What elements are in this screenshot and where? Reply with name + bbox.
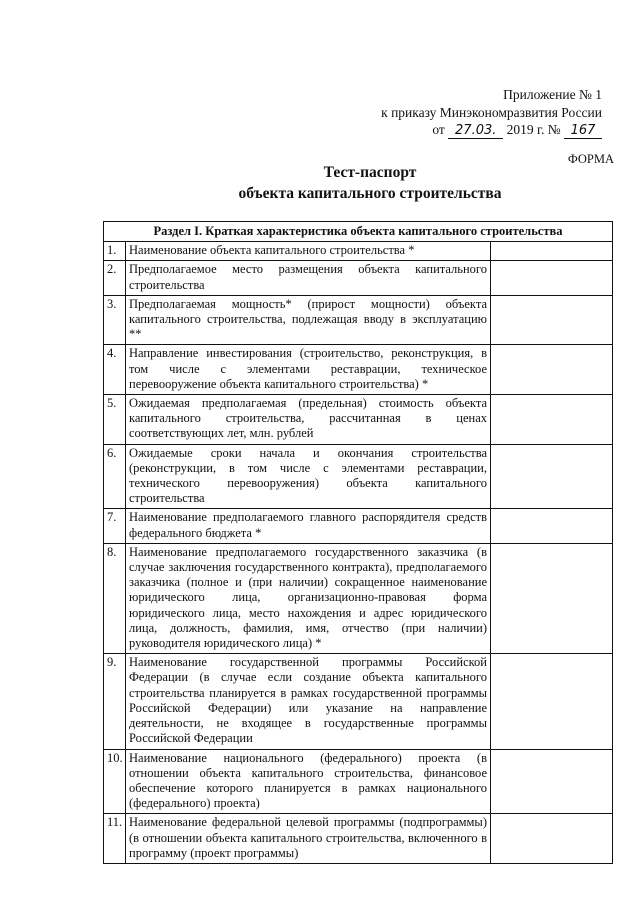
table-row <box>104 242 613 261</box>
date-prefix: от <box>432 122 445 137</box>
row-number: 5. <box>104 395 126 445</box>
table-row <box>104 654 613 749</box>
row-value-cell[interactable] <box>491 345 613 395</box>
row-label: Наименование предполагаемого государственного заказчика (в случае заключения государственного контракта), предполагаемого заказчика (полное и (при наличии) сокращенное наименование юридического лица, организационно-правовая форма юридического лица, место нахождения и адрес юридического лица, должность, фамилия, имя, отчество (при наличии) руководителя юридического лица) * <box>126 543 491 653</box>
title-line-2: объекта капитального строительства <box>238 185 502 202</box>
row-value-cell[interactable] <box>491 543 613 653</box>
table-row <box>104 395 613 445</box>
table-row <box>104 261 613 295</box>
table-row <box>104 345 613 395</box>
row-label: Наименование объекта капитального строительства * <box>126 242 491 261</box>
row-number: 9. <box>104 654 126 749</box>
row-value-cell[interactable] <box>491 261 613 295</box>
row-label: Ожидаемые сроки начала и окончания строительства (реконструкции, в том числе с элементами реставрации, технического перевооружения) объекта капитального строительства <box>126 444 491 509</box>
appendix-title: Приложение № 1 <box>503 87 602 102</box>
table-row <box>104 749 613 814</box>
row-label: Наименование национального (федерального) проекта (в отношении объекта капитального строительства, финансовое обеспечение которого планируется в рамках национального (федерального) проекта) <box>126 749 491 814</box>
row-label: Наименование государственной программы Российской Федерации (в случае если создание объекта капитального строительства планируется в рамках государственной программы Российской Федерации) или указание на направление деятельности, не входящее в государственные программы Российской Федерации <box>126 654 491 749</box>
row-label: Наименование предполагаемого главного распорядителя средств федерального бюджета * <box>126 509 491 543</box>
row-value-cell[interactable] <box>491 654 613 749</box>
row-label: Предполагаемое место размещения объекта капитального строительства <box>126 261 491 295</box>
appendix-order-reference: к приказу Минэкономразвития России <box>381 104 602 120</box>
handwritten-date: 27.03. <box>448 124 503 139</box>
row-value-cell[interactable] <box>491 814 613 864</box>
row-value-cell[interactable] <box>491 509 613 543</box>
row-label: Наименование федеральной целевой программы (подпрограммы) (в отношении объекта капитального строительства, включенного в программу (проект программы) <box>126 814 491 864</box>
table-row <box>104 543 613 653</box>
row-value-cell[interactable] <box>491 395 613 445</box>
passport-table <box>103 221 613 864</box>
row-number: 1. <box>104 242 126 261</box>
appendix-date-line <box>381 121 602 139</box>
table-row <box>104 295 613 345</box>
row-number: 2. <box>104 261 126 295</box>
row-number: 3. <box>104 295 126 345</box>
row-value-cell[interactable] <box>491 444 613 509</box>
row-label: Направление инвестирования (строительство, реконструкция, в том числе с элементами реставрации, техническое перевооружение объекта капитального строительства) * <box>126 345 491 395</box>
row-number: 10. <box>104 749 126 814</box>
section-heading-row <box>104 222 613 242</box>
appendix-header <box>381 86 602 139</box>
row-number: 6. <box>104 444 126 509</box>
table-row <box>104 814 613 864</box>
handwritten-order-number: 167 <box>564 124 602 139</box>
form-label: ФОРМА <box>567 152 614 166</box>
row-number: 7. <box>104 509 126 543</box>
row-label: Ожидаемая предполагаемая (предельная) стоимость объекта капитального строительства, рассчитанная в ценах соответствующих лет, млн. рублей <box>126 395 491 445</box>
row-number: 8. <box>104 543 126 653</box>
row-number: 4. <box>104 345 126 395</box>
row-value-cell[interactable] <box>491 242 613 261</box>
section-heading: Раздел I. Краткая характеристика объекта капитального строительства <box>104 222 613 242</box>
table-row <box>104 444 613 509</box>
year-text: 2019 г. № <box>506 122 561 137</box>
row-number: 11. <box>104 814 126 864</box>
row-value-cell[interactable] <box>491 295 613 345</box>
title-line-1: Тест-паспорт <box>323 164 417 181</box>
document-title <box>160 162 580 204</box>
table-row <box>104 509 613 543</box>
row-label: Предполагаемая мощность* (прирост мощности) объекта капитального строительства, подлежащая вводу в эксплуатацию ** <box>126 295 491 345</box>
row-value-cell[interactable] <box>491 749 613 814</box>
